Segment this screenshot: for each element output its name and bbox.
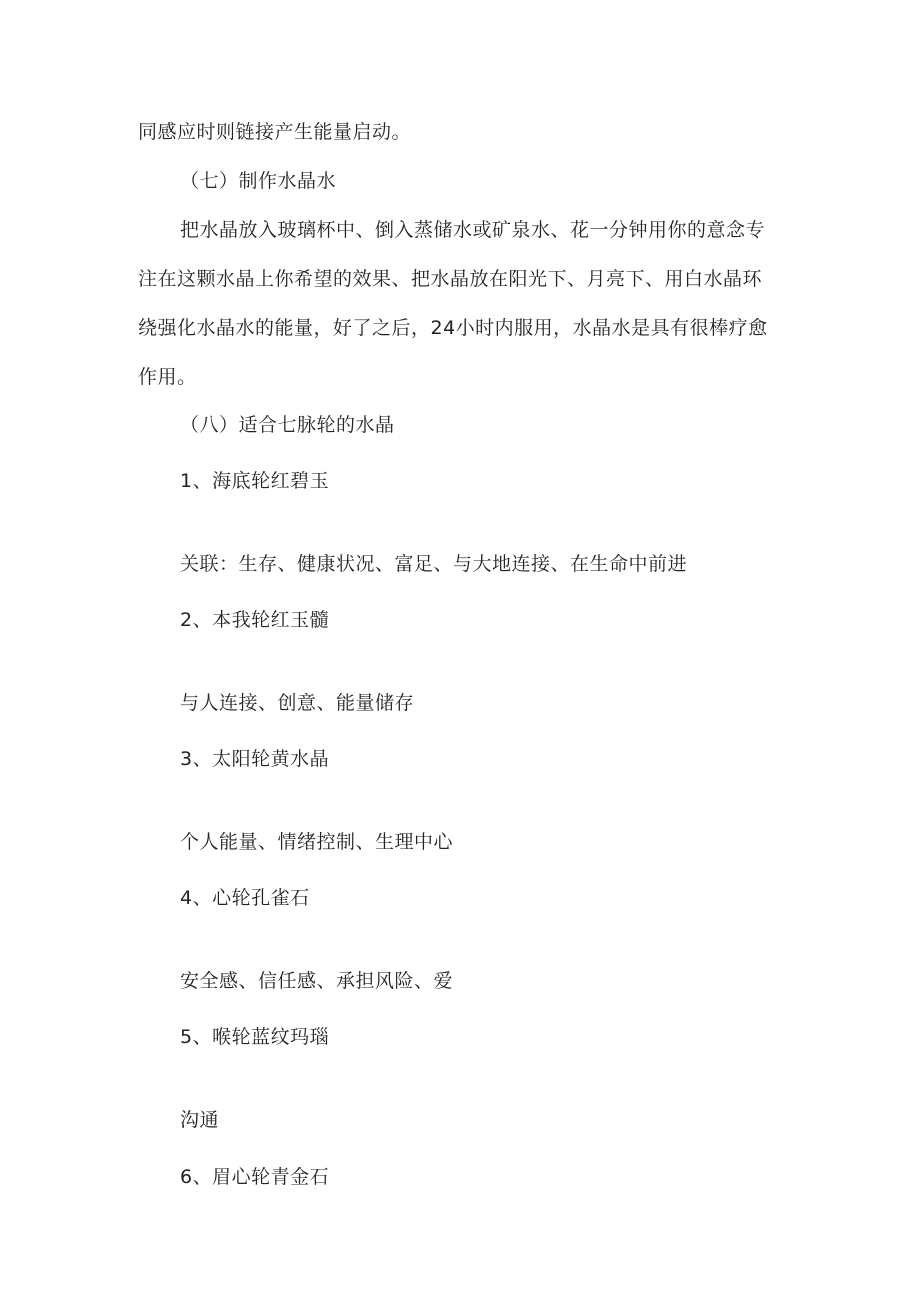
chakra-item-title: 1、海底轮红碧玉 [180, 470, 330, 492]
chakra-item-title: 3、太阳轮黄水晶 [180, 748, 330, 770]
chakra-item-desc: 个人能量、情绪控制、生理中心 [180, 831, 454, 853]
chakra-item-title: 4、心轮孔雀石 [180, 887, 310, 909]
paragraph-line: 把水晶放入玻璃杯中、倒入蒸储水或矿泉水、花一分钟用你的意念专 [180, 219, 766, 241]
paragraph-line: 绕强化水晶水的能量，好了之后，24小时内服用，水晶水是具有很棒疗愈 [138, 317, 768, 339]
chakra-item-title: 2、本我轮红玉髓 [180, 609, 330, 631]
chakra-item-desc: 与人连接、创意、能量储存 [180, 692, 415, 714]
paragraph-line: 作用。 [138, 366, 197, 388]
section-heading-7: （七）制作水晶水 [180, 170, 337, 192]
chakra-item-desc: 关联：生存、健康状况、富足、与大地连接、在生命中前进 [180, 553, 688, 575]
chakra-item-title: 5、喉轮蓝纹玛瑙 [180, 1026, 330, 1048]
paragraph-line: 注在这颗水晶上你希望的效果、把水晶放在阳光下、月亮下、用白水晶环 [138, 268, 763, 290]
chakra-item-desc: 安全感、信任感、承担风险、爱 [180, 970, 454, 992]
continuation-text: 同感应时则链接产生能量启动。 [138, 121, 412, 143]
section-heading-8: （八）适合七脉轮的水晶 [180, 414, 395, 436]
chakra-item-desc: 沟通 [180, 1109, 220, 1131]
chakra-item-title: 6、眉心轮青金石 [180, 1166, 330, 1188]
